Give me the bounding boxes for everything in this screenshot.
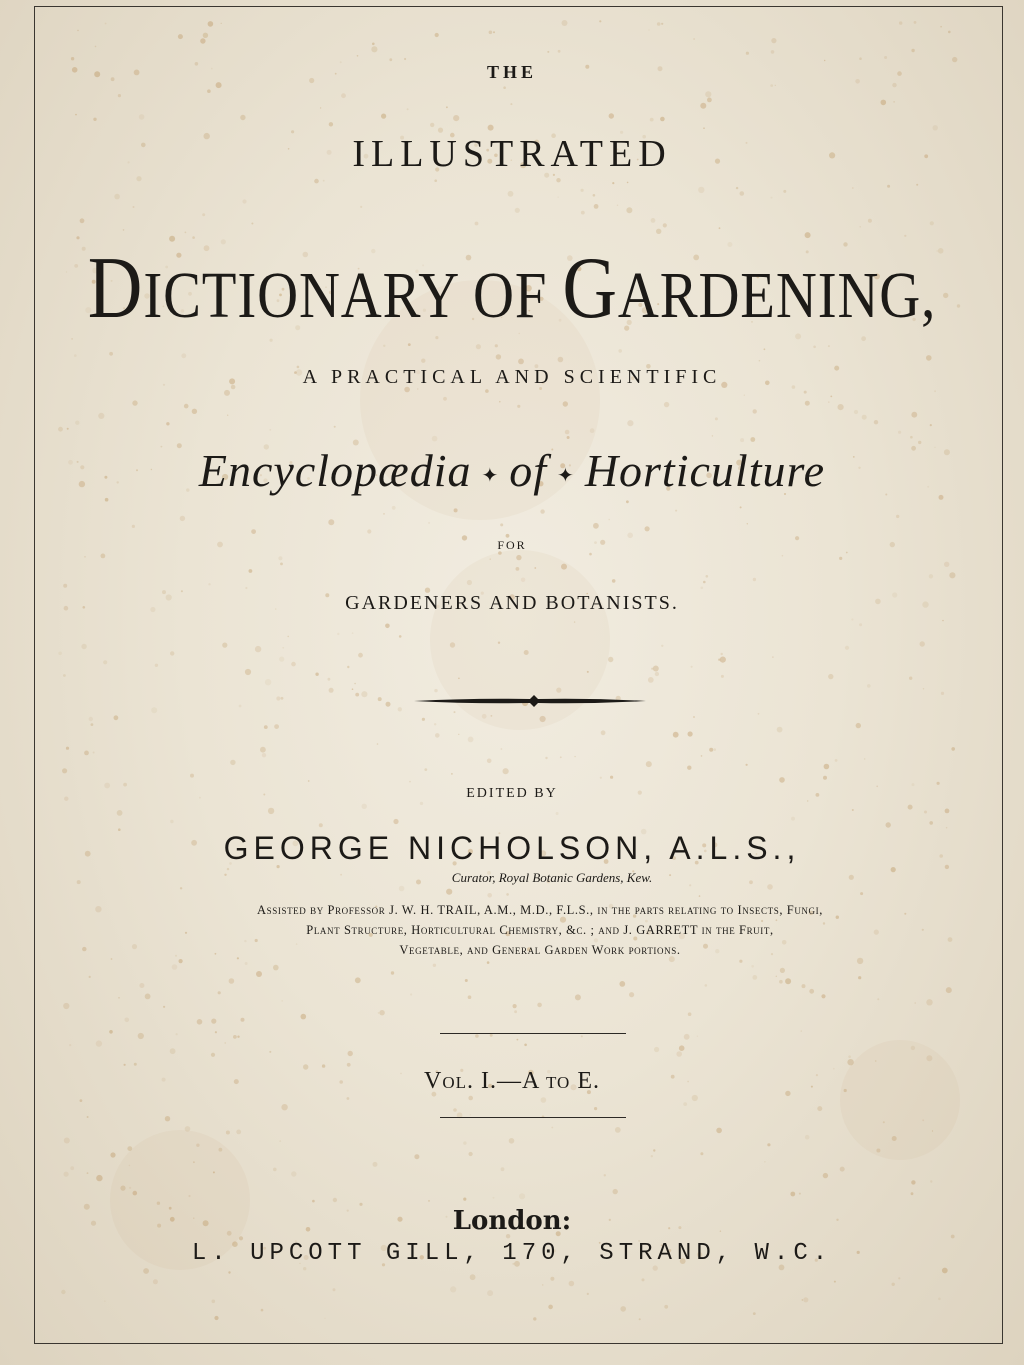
assisted-line-1: Assisted by Professor J. W. H. TRAIL, A.M., M.D., F.L.S., in the parts relating to Insects, Fungi, <box>257 903 823 917</box>
audience-line: GARDENERS AND BOTANISTS. <box>345 592 679 614</box>
ornamental-rule-icon <box>412 694 648 708</box>
main-title: DICTIONARY OF GARDENING, <box>87 240 937 337</box>
edited-by-label: EDITED BY <box>466 786 558 801</box>
publisher-line: L. UPCOTT GILL, 170, STRAND, W.C. <box>191 1240 833 1267</box>
encyclopaedia-line <box>0 444 1024 497</box>
of-word: of <box>509 445 548 496</box>
volume-label: Vol. I.—A to E. <box>423 1068 600 1094</box>
page-border <box>34 6 1003 1344</box>
volume-rule-top <box>440 1033 626 1034</box>
star-ornament-icon: ✦ <box>481 464 500 487</box>
volume-rule-bottom <box>440 1117 626 1118</box>
subtitle-line: A PRACTICAL AND SCIENTIFIC <box>302 366 722 388</box>
title-illustrated: ILLUSTRATED <box>352 133 672 175</box>
title-the: THE <box>486 62 537 82</box>
star-ornament-icon: ✦ <box>557 464 575 487</box>
assisted-by-text <box>100 900 980 960</box>
assisted-line-3: Vegetable, and General Garden Work portions. <box>399 943 681 957</box>
assisted-line-2: Plant Structure, Horticultural Chemistry, &c. ; and J. GARRETT in the Fruit, <box>306 923 774 937</box>
for-label: FOR <box>497 538 527 552</box>
horticulture-word: Horticulture <box>584 445 826 496</box>
imprint-city: London: <box>452 1206 572 1236</box>
editor-title: Curator, Royal Botanic Gardens, Kew. <box>451 870 653 885</box>
encyclopaedia-word: Encyclopædia <box>198 445 472 496</box>
editor-name: GEORGE NICHOLSON, A.L.S., <box>223 830 801 866</box>
